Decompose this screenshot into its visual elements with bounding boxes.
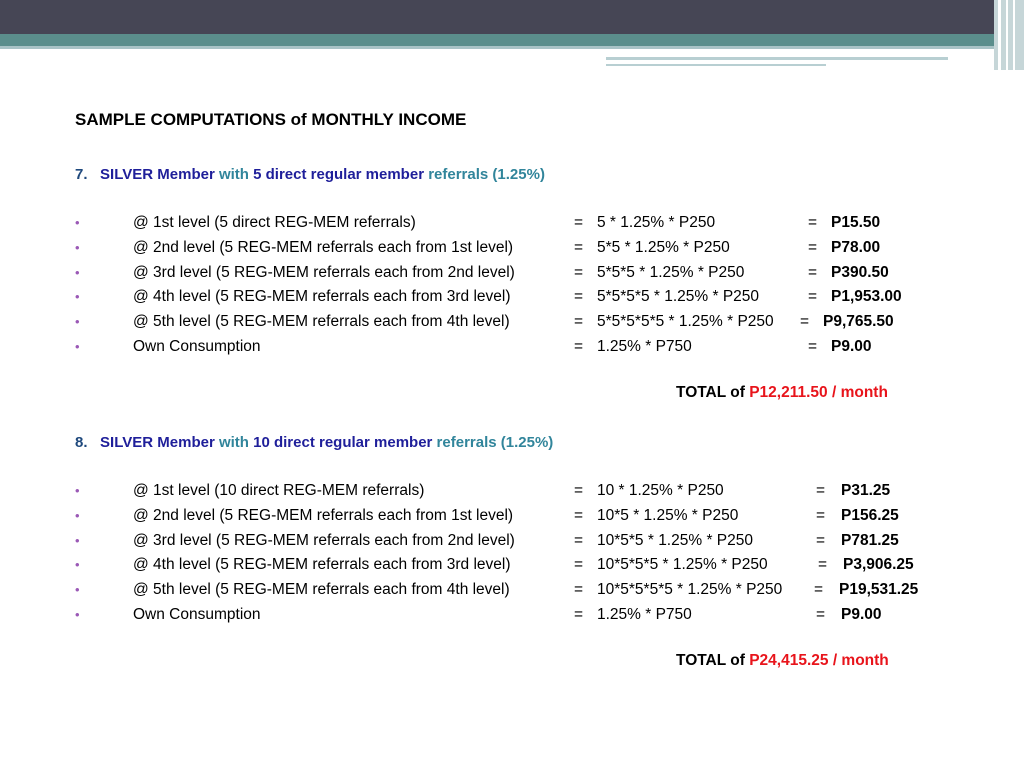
formula: 5*5*5 * 1.25% * P250 [597,263,745,281]
equals-sign: = [574,606,584,623]
computation-row [0,482,1024,502]
section-title-with: with [218,166,249,183]
computation-row [0,264,1024,284]
total-prefix: TOTAL of [676,384,745,401]
section-title-member: SILVER Member [100,434,215,451]
equals-sign: = [574,313,584,331]
equals-sign: = [816,606,826,623]
level-label: @ 5th level (5 REG-MEM referrals each from 4th level) [133,581,510,599]
formula: 10*5*5*5 * 1.25% * P250 [597,556,768,574]
section-title [75,166,545,183]
level-label: @ 3rd level (5 REG-MEM referrals each from 2nd level) [133,531,515,549]
computation-row [0,556,1024,576]
section-title-member: SILVER Member [100,166,215,183]
equals-sign: = [574,581,584,599]
total-amount: P24,415.25 [749,652,829,669]
equals-sign: = [808,214,818,231]
decorative-stripe [1013,0,1015,70]
header-band-dark [0,0,1024,34]
section-title-referral-count: 5 direct regular member [253,166,425,183]
level-label: Own Consumption [133,338,261,355]
equals-sign: = [818,556,828,574]
level-label: @ 2nd level (5 REG-MEM referrals each from 1st level) [133,238,514,256]
total-suffix: / month [831,384,888,401]
bullet-icon: • [75,483,80,498]
level-label: @ 3rd level (5 REG-MEM referrals each from 2nd level) [133,263,515,281]
computation-row [0,214,1024,234]
result-amount: P156.25 [841,506,899,524]
decorative-line [606,57,948,60]
level-label: @ 2nd level (5 REG-MEM referrals each from 1st level) [133,506,514,524]
total-suffix: / month [832,652,889,669]
section-title-with: with [218,434,249,451]
computation-row [0,606,1024,626]
level-label: @ 4th level (5 REG-MEM referrals each from 3rd level) [133,556,511,574]
computation-row [0,581,1024,601]
equals-sign: = [574,556,584,574]
bullet-icon: • [75,339,80,354]
equals-sign: = [574,263,584,281]
section-title-referral-count: 10 direct regular member [253,434,433,451]
bullet-icon: • [75,557,80,573]
bullet-icon: • [75,582,80,598]
equals-sign: = [808,238,818,256]
computation-row [0,239,1024,259]
equals-sign: = [574,214,584,231]
equals-sign: = [574,531,584,549]
equals-sign: = [574,506,584,524]
bullet-icon: • [75,264,80,280]
equals-sign: = [808,288,818,306]
equals-sign: = [574,482,584,499]
bullet-icon: • [75,507,80,523]
header-band-light [0,46,1024,49]
page-title: SAMPLE COMPUTATIONS of MONTHLY INCOME [75,110,467,129]
result-amount: P9.00 [831,338,872,355]
bullet-icon: • [75,607,80,622]
decorative-stripe [998,0,1001,70]
equals-sign: = [574,238,584,256]
result-amount: P390.50 [831,263,889,281]
section-number: 8. [75,434,88,451]
level-label: Own Consumption [133,606,261,623]
result-amount: P1,953.00 [831,288,902,306]
formula: 5 * 1.25% * P250 [597,214,716,231]
equals-sign: = [574,288,584,306]
result-amount: P19,531.25 [839,581,919,599]
result-amount: P9.00 [841,606,882,623]
decorative-stripe [1006,0,1008,70]
equals-sign: = [800,313,810,331]
result-amount: P31.25 [841,482,891,499]
header-band-teal [0,34,1024,46]
formula: 1.25% * P750 [597,606,692,623]
decorative-line [606,64,826,66]
level-label: @ 1st level (10 direct REG-MEM referrals) [133,482,425,499]
total-amount: P12,211.50 [749,384,828,401]
computation-row [0,313,1024,333]
equals-sign: = [814,581,824,599]
level-label: @ 4th level (5 REG-MEM referrals each from 3rd level) [133,288,511,306]
section-number: 7. [75,166,88,183]
section-title [75,434,553,451]
computation-row [0,338,1024,358]
equals-sign: = [574,338,584,355]
equals-sign: = [816,531,826,549]
formula: 10 * 1.25% * P250 [597,482,724,499]
level-label: @ 5th level (5 REG-MEM referrals each from 4th level) [133,313,510,331]
formula: 5*5 * 1.25% * P250 [597,238,730,256]
bullet-icon: • [75,314,80,330]
formula: 5*5*5*5*5 * 1.25% * P250 [597,313,774,331]
result-amount: P781.25 [841,531,899,549]
section-title-rate: referrals (1.25%) [428,166,545,183]
equals-sign: = [816,506,826,524]
formula: 1.25% * P750 [597,338,692,355]
section-title-rate: referrals (1.25%) [436,434,554,451]
equals-sign: = [816,482,826,499]
equals-sign: = [808,338,818,355]
level-label: @ 1st level (5 direct REG-MEM referrals) [133,214,416,231]
result-amount: P15.50 [831,214,881,231]
equals-sign: = [808,263,818,281]
formula: 10*5 * 1.25% * P250 [597,506,739,524]
bullet-icon: • [75,289,80,305]
formula: 5*5*5*5 * 1.25% * P250 [597,288,760,306]
formula: 10*5*5 * 1.25% * P250 [597,531,753,549]
total-line [676,652,889,670]
bullet-icon: • [75,532,80,548]
bullet-icon: • [75,215,80,230]
computation-row [0,532,1024,552]
result-amount: P78.00 [831,238,881,256]
result-amount: P3,906.25 [843,556,914,574]
result-amount: P9,765.50 [823,313,894,331]
computation-row [0,507,1024,527]
computation-row [0,288,1024,308]
formula: 10*5*5*5*5 * 1.25% * P250 [597,581,783,599]
total-line [676,384,888,402]
bullet-icon: • [75,239,80,255]
total-prefix: TOTAL of [676,652,745,669]
